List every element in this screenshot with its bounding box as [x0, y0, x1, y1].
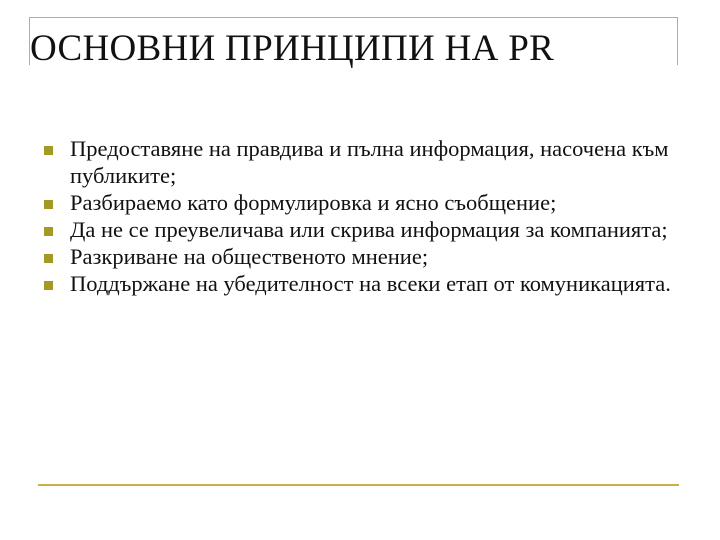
- square-bullet-icon: [44, 200, 53, 209]
- bullet-text: Разкриване на общественото мнение;: [70, 244, 429, 269]
- bullet-list: [44, 135, 684, 297]
- bottom-rule: [38, 484, 679, 486]
- bullet-item: [44, 216, 684, 243]
- bullet-item: [44, 189, 684, 216]
- bullet-item: [44, 135, 684, 189]
- bullet-text: Разбираемо като формулировка и ясно съобщение;: [70, 190, 557, 215]
- bullet-item: [44, 243, 684, 270]
- square-bullet-icon: [44, 281, 53, 290]
- title-frame-right-rule: [677, 17, 678, 65]
- bullet-text: Предоставяне на правдива и пълна информация, насочена към публиките;: [70, 136, 669, 188]
- slide-title: ОСНОВНИ ПРИНЦИПИ НА PR: [30, 28, 555, 69]
- bullet-text: Да не се преувеличава или скрива информация за компанията;: [70, 217, 668, 242]
- square-bullet-icon: [44, 227, 53, 236]
- square-bullet-icon: [44, 146, 53, 155]
- square-bullet-icon: [44, 254, 53, 263]
- title-frame-top-rule: [29, 17, 678, 18]
- bullet-item: [44, 270, 684, 297]
- bullet-text: Поддържане на убедителност на всеки етап от комуникацията.: [70, 271, 671, 296]
